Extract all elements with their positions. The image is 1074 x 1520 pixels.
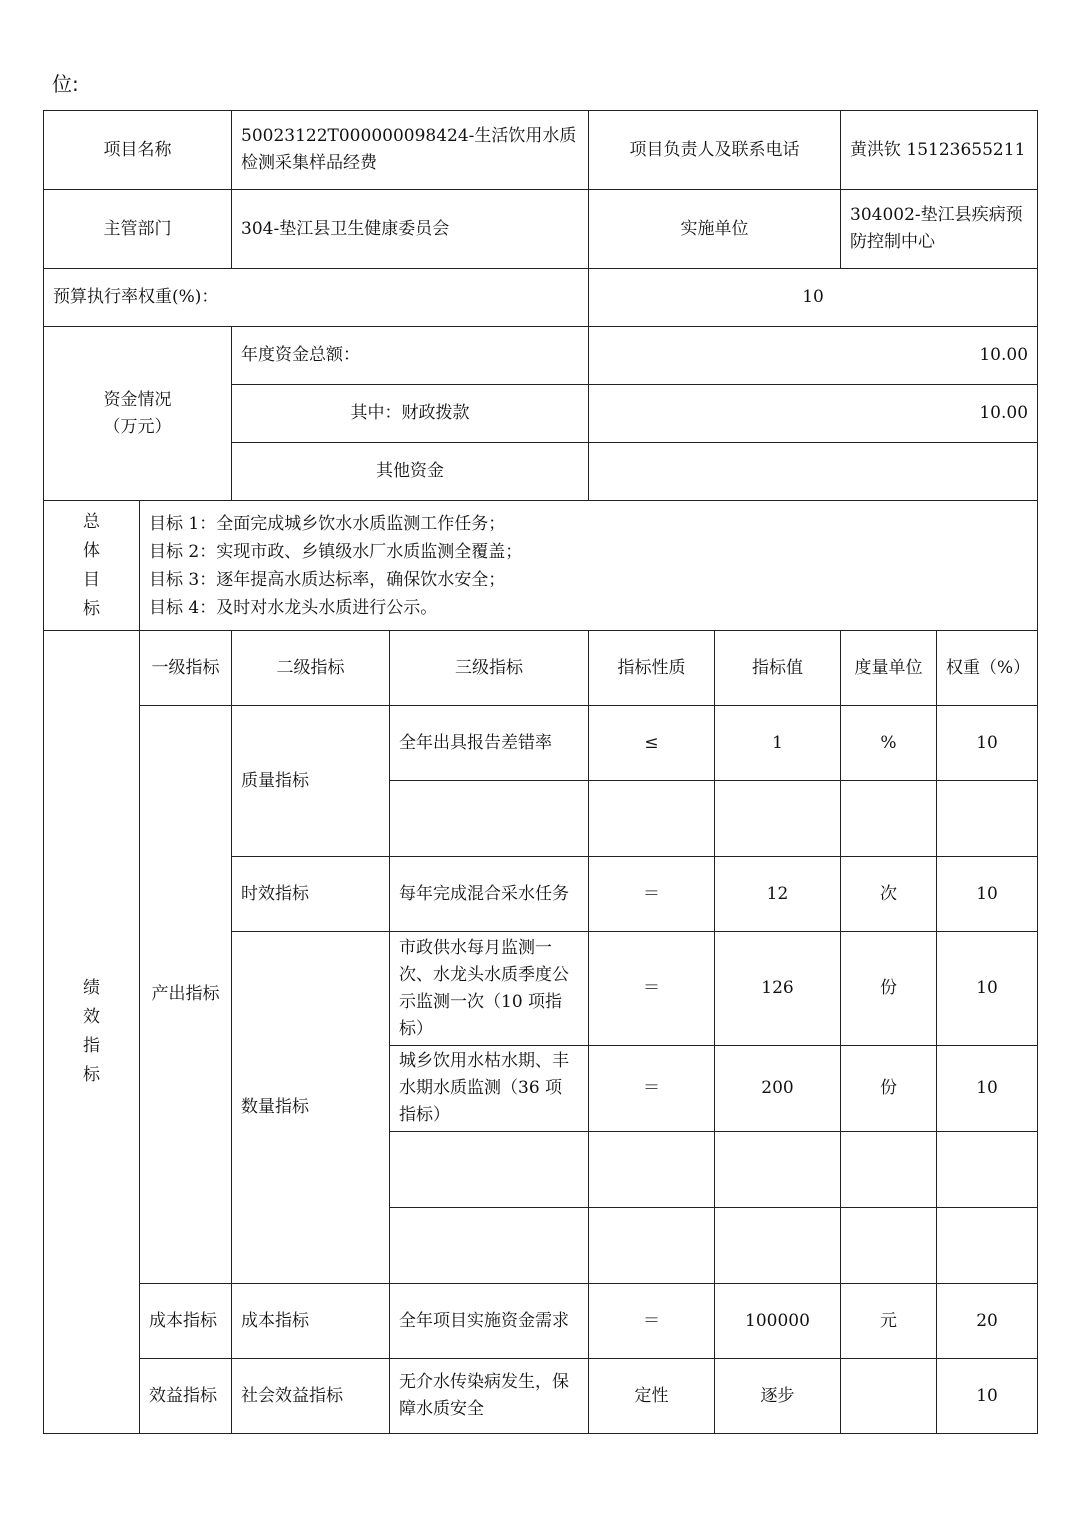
department-row xyxy=(44,190,1038,269)
implementing-unit-value: 304002-垫江县疾病预防控制中心 xyxy=(841,190,1038,269)
perf-label-char: 标 xyxy=(82,1065,100,1085)
nature-cell: ＝ xyxy=(589,932,715,1046)
implementing-unit-label: 实施单位 xyxy=(589,190,841,269)
table-row xyxy=(44,1359,1038,1434)
indicator-cell: 市政供水每月监测一次、水龙头水质季度公示监测一次（10 项指标） xyxy=(390,932,589,1046)
nature-cell xyxy=(589,781,715,857)
perf-indicators-label xyxy=(44,631,140,1434)
unit-cell: 份 xyxy=(841,932,937,1046)
funds-other-label: 其他资金 xyxy=(232,443,589,501)
unit-cell: % xyxy=(841,706,937,781)
funds-total-label: 年度资金总额： xyxy=(232,327,589,385)
goal-item: 目标 4：及时对水龙头水质进行公示。 xyxy=(149,597,438,618)
overall-goals-content xyxy=(140,501,1038,631)
goals-label-char: 目 xyxy=(82,569,100,590)
funds-label-line1: 资金情况 xyxy=(103,389,172,410)
weight-cell: 20 xyxy=(937,1284,1038,1359)
weight-cell xyxy=(937,781,1038,857)
goal-item: 目标 2：实现市政、乡镇级水厂水质监测全覆盖； xyxy=(149,541,523,562)
overall-goals-row xyxy=(44,501,1038,631)
nature-cell xyxy=(589,1132,715,1208)
nature-cell: ≤ xyxy=(589,706,715,781)
funds-fiscal-value: 10.00 xyxy=(589,385,1038,443)
unit-label: 位: xyxy=(52,72,79,96)
level1-benefit: 效益指标 xyxy=(140,1359,232,1434)
header-level3: 三级指标 xyxy=(390,631,589,706)
value-cell: 200 xyxy=(715,1046,841,1132)
indicator-cell xyxy=(390,781,589,857)
weight-cell: 10 xyxy=(937,857,1038,932)
nature-cell xyxy=(589,1208,715,1284)
project-name-row xyxy=(44,111,1038,190)
unit-cell xyxy=(841,1359,937,1434)
value-cell xyxy=(715,1208,841,1284)
level2-timeliness: 时效指标 xyxy=(232,857,390,932)
funds-label xyxy=(44,327,232,501)
value-cell: 126 xyxy=(715,932,841,1046)
header-nature: 指标性质 xyxy=(589,631,715,706)
table-row xyxy=(44,1284,1038,1359)
department-label: 主管部门 xyxy=(44,190,232,269)
indicator-cell: 城乡饮用水枯水期、丰水期水质监测（36 项指标） xyxy=(390,1046,589,1132)
value-cell xyxy=(715,781,841,857)
funds-label-line2: （万元） xyxy=(103,416,172,437)
unit-cell xyxy=(841,781,937,857)
unit-cell xyxy=(841,1208,937,1284)
goal-item: 目标 3：逐年提高水质达标率，确保饮水安全； xyxy=(149,569,506,590)
header-value: 指标值 xyxy=(715,631,841,706)
project-leader-label: 项目负责人及联系电话 xyxy=(589,111,841,190)
weight-cell: 10 xyxy=(937,706,1038,781)
performance-goal-table xyxy=(43,110,1038,1434)
indicator-cell: 全年出具报告差错率 xyxy=(390,706,589,781)
nature-cell: ＝ xyxy=(589,857,715,932)
level2-quality: 质量指标 xyxy=(232,706,390,857)
indicator-cell xyxy=(390,1132,589,1208)
project-leader-value: 黄洪钦 15123655211 xyxy=(841,111,1038,190)
budget-weight-label: 预算执行率权重(%)： xyxy=(44,269,589,327)
weight-cell xyxy=(937,1132,1038,1208)
nature-cell: 定性 xyxy=(589,1359,715,1434)
perf-header-row xyxy=(44,631,1038,706)
table-row xyxy=(44,706,1038,781)
budget-weight-row xyxy=(44,269,1038,327)
indicator-cell xyxy=(390,1208,589,1284)
funds-total-value: 10.00 xyxy=(589,327,1038,385)
weight-cell: 10 xyxy=(937,1046,1038,1132)
header-weight: 权重（%） xyxy=(937,631,1038,706)
value-cell: 12 xyxy=(715,857,841,932)
indicator-cell: 每年完成混合采水任务 xyxy=(390,857,589,932)
project-name-label: 项目名称 xyxy=(44,111,232,190)
goals-label-char: 总 xyxy=(82,511,100,532)
weight-cell: 10 xyxy=(937,1359,1038,1434)
level2-social: 社会效益指标 xyxy=(232,1359,390,1434)
level1-cost: 成本指标 xyxy=(140,1284,232,1359)
overall-goals-label xyxy=(44,501,140,631)
header-unit: 度量单位 xyxy=(841,631,937,706)
perf-label-char: 指 xyxy=(82,1036,100,1056)
funds-total-row xyxy=(44,327,1038,385)
funds-other-value xyxy=(589,443,1038,501)
goals-label-char: 体 xyxy=(82,540,100,561)
value-cell xyxy=(715,1132,841,1208)
value-cell: 1 xyxy=(715,706,841,781)
indicator-cell: 无介水传染病发生，保障水质安全 xyxy=(390,1359,589,1434)
nature-cell: ＝ xyxy=(589,1284,715,1359)
unit-cell: 份 xyxy=(841,1046,937,1132)
indicator-cell: 全年项目实施资金需求 xyxy=(390,1284,589,1359)
project-name-value: 50023122T000000098424-生活饮用水质检测采集样品经费 xyxy=(232,111,589,190)
header-level1: 一级指标 xyxy=(140,631,232,706)
unit-cell: 次 xyxy=(841,857,937,932)
value-cell: 逐步 xyxy=(715,1359,841,1434)
goals-label-char: 标 xyxy=(82,598,100,619)
department-value: 304-垫江县卫生健康委员会 xyxy=(232,190,589,269)
level2-cost: 成本指标 xyxy=(232,1284,390,1359)
perf-label-char: 绩 xyxy=(82,978,100,998)
level2-quantity: 数量指标 xyxy=(232,932,390,1284)
weight-cell xyxy=(937,1208,1038,1284)
perf-label-char: 效 xyxy=(82,1007,100,1027)
budget-weight-value: 10 xyxy=(589,269,1038,327)
funds-fiscal-label: 其中：财政拨款 xyxy=(232,385,589,443)
header-level2: 二级指标 xyxy=(232,631,390,706)
level1-output: 产出指标 xyxy=(140,706,232,1284)
value-cell: 100000 xyxy=(715,1284,841,1359)
goal-item: 目标 1：全面完成城乡饮水水质监测工作任务； xyxy=(149,513,506,534)
weight-cell: 10 xyxy=(937,932,1038,1046)
unit-cell: 元 xyxy=(841,1284,937,1359)
nature-cell: ＝ xyxy=(589,1046,715,1132)
unit-cell xyxy=(841,1132,937,1208)
